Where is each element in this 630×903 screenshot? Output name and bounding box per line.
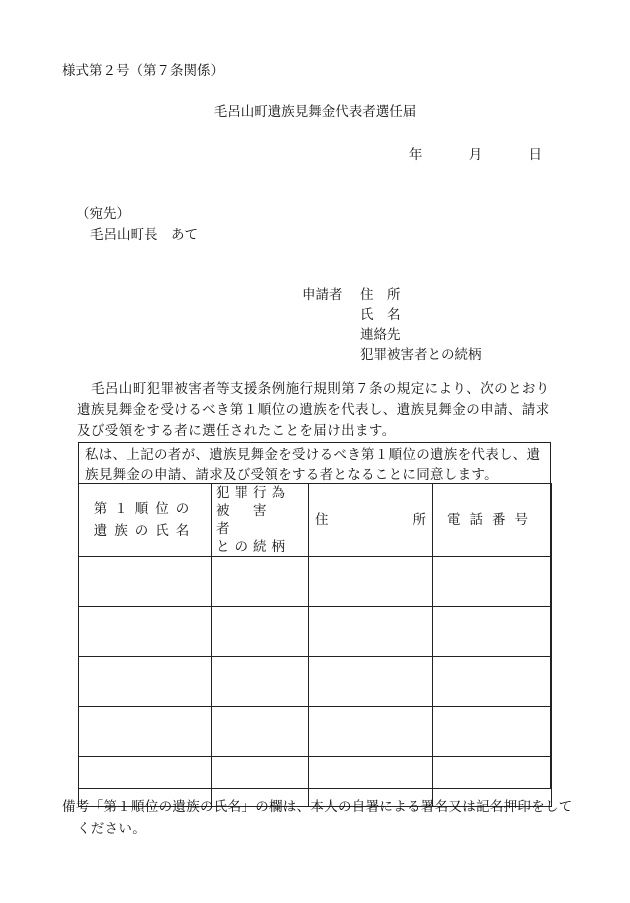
table-row [79,557,552,607]
address-cell[interactable] [309,607,433,657]
phone-cell[interactable] [433,557,552,607]
header-address [309,484,433,557]
header-address-char: 住 [315,511,329,528]
consent-text: 私は、上記の者が、遺族見舞金を受けるべき第１順位の遺族を代表し、遺族見舞金の申請、請求及び受領をする者となることに同意します。 [85,447,541,483]
table-header-row [79,484,552,557]
relation-cell[interactable] [212,557,309,607]
document-title: 毛呂山町遺族見舞金代表者選任届 [213,104,417,120]
relation-cell[interactable] [212,657,309,707]
remarks-note: 備考「第１順位の遺族の氏名」の欄は、本人の自署による署名又は記名押印をしてください。 [62,799,573,837]
applicant-contact-label: 連絡先 [360,327,401,343]
address-cell[interactable] [309,557,433,607]
header-relation-line: 被 害 者 [216,503,290,537]
addressee-label: （宛先） [76,206,130,222]
name-cell[interactable] [79,657,212,707]
date-month: 月 [468,147,483,163]
header-name-line: 第１順位の [93,501,197,517]
header-name [79,484,212,557]
name-cell[interactable] [79,557,212,607]
address-cell[interactable] [309,707,433,757]
name-cell[interactable] [79,607,212,657]
form-number: 様式第２号（第７条関係） [62,63,224,79]
representative-table [78,483,552,807]
header-relation-line: との続柄 [216,539,290,555]
header-address-char: 所 [412,511,426,528]
phone-cell[interactable] [433,607,552,657]
header-relation [212,484,309,557]
table-row [79,657,552,707]
applicant-address-label: 住 所 [360,287,401,303]
applicant-name-label: 氏 名 [360,307,401,323]
header-relation-line: 犯罪行為 [216,485,290,501]
applicant-label: 申請者 [302,287,343,303]
date-line [409,147,542,163]
header-name-line: 遺族の氏名 [93,523,197,539]
addressee-name: 毛呂山町長 あて [90,227,198,243]
table-row [79,707,552,757]
applicant-relation-label: 犯罪被害者との続柄 [360,347,482,363]
relation-cell[interactable] [212,607,309,657]
statement-text: 毛呂山町犯罪被害者等支援条例施行規則第７条の規定により、次のとおり遺族見舞金を受けるべき第１順位の遺族を代表し、遺族見舞金の申請、請求及び受領をする者に選任されたことを届け出ます。 [77,381,550,439]
date-year: 年 [408,147,423,163]
address-cell[interactable] [309,657,433,707]
relation-cell[interactable] [212,707,309,757]
table-row [79,607,552,657]
date-day: 日 [528,147,542,163]
phone-cell[interactable] [433,657,552,707]
name-cell[interactable] [79,707,212,757]
header-phone: 電話番号 [433,484,552,557]
phone-cell[interactable] [433,707,552,757]
